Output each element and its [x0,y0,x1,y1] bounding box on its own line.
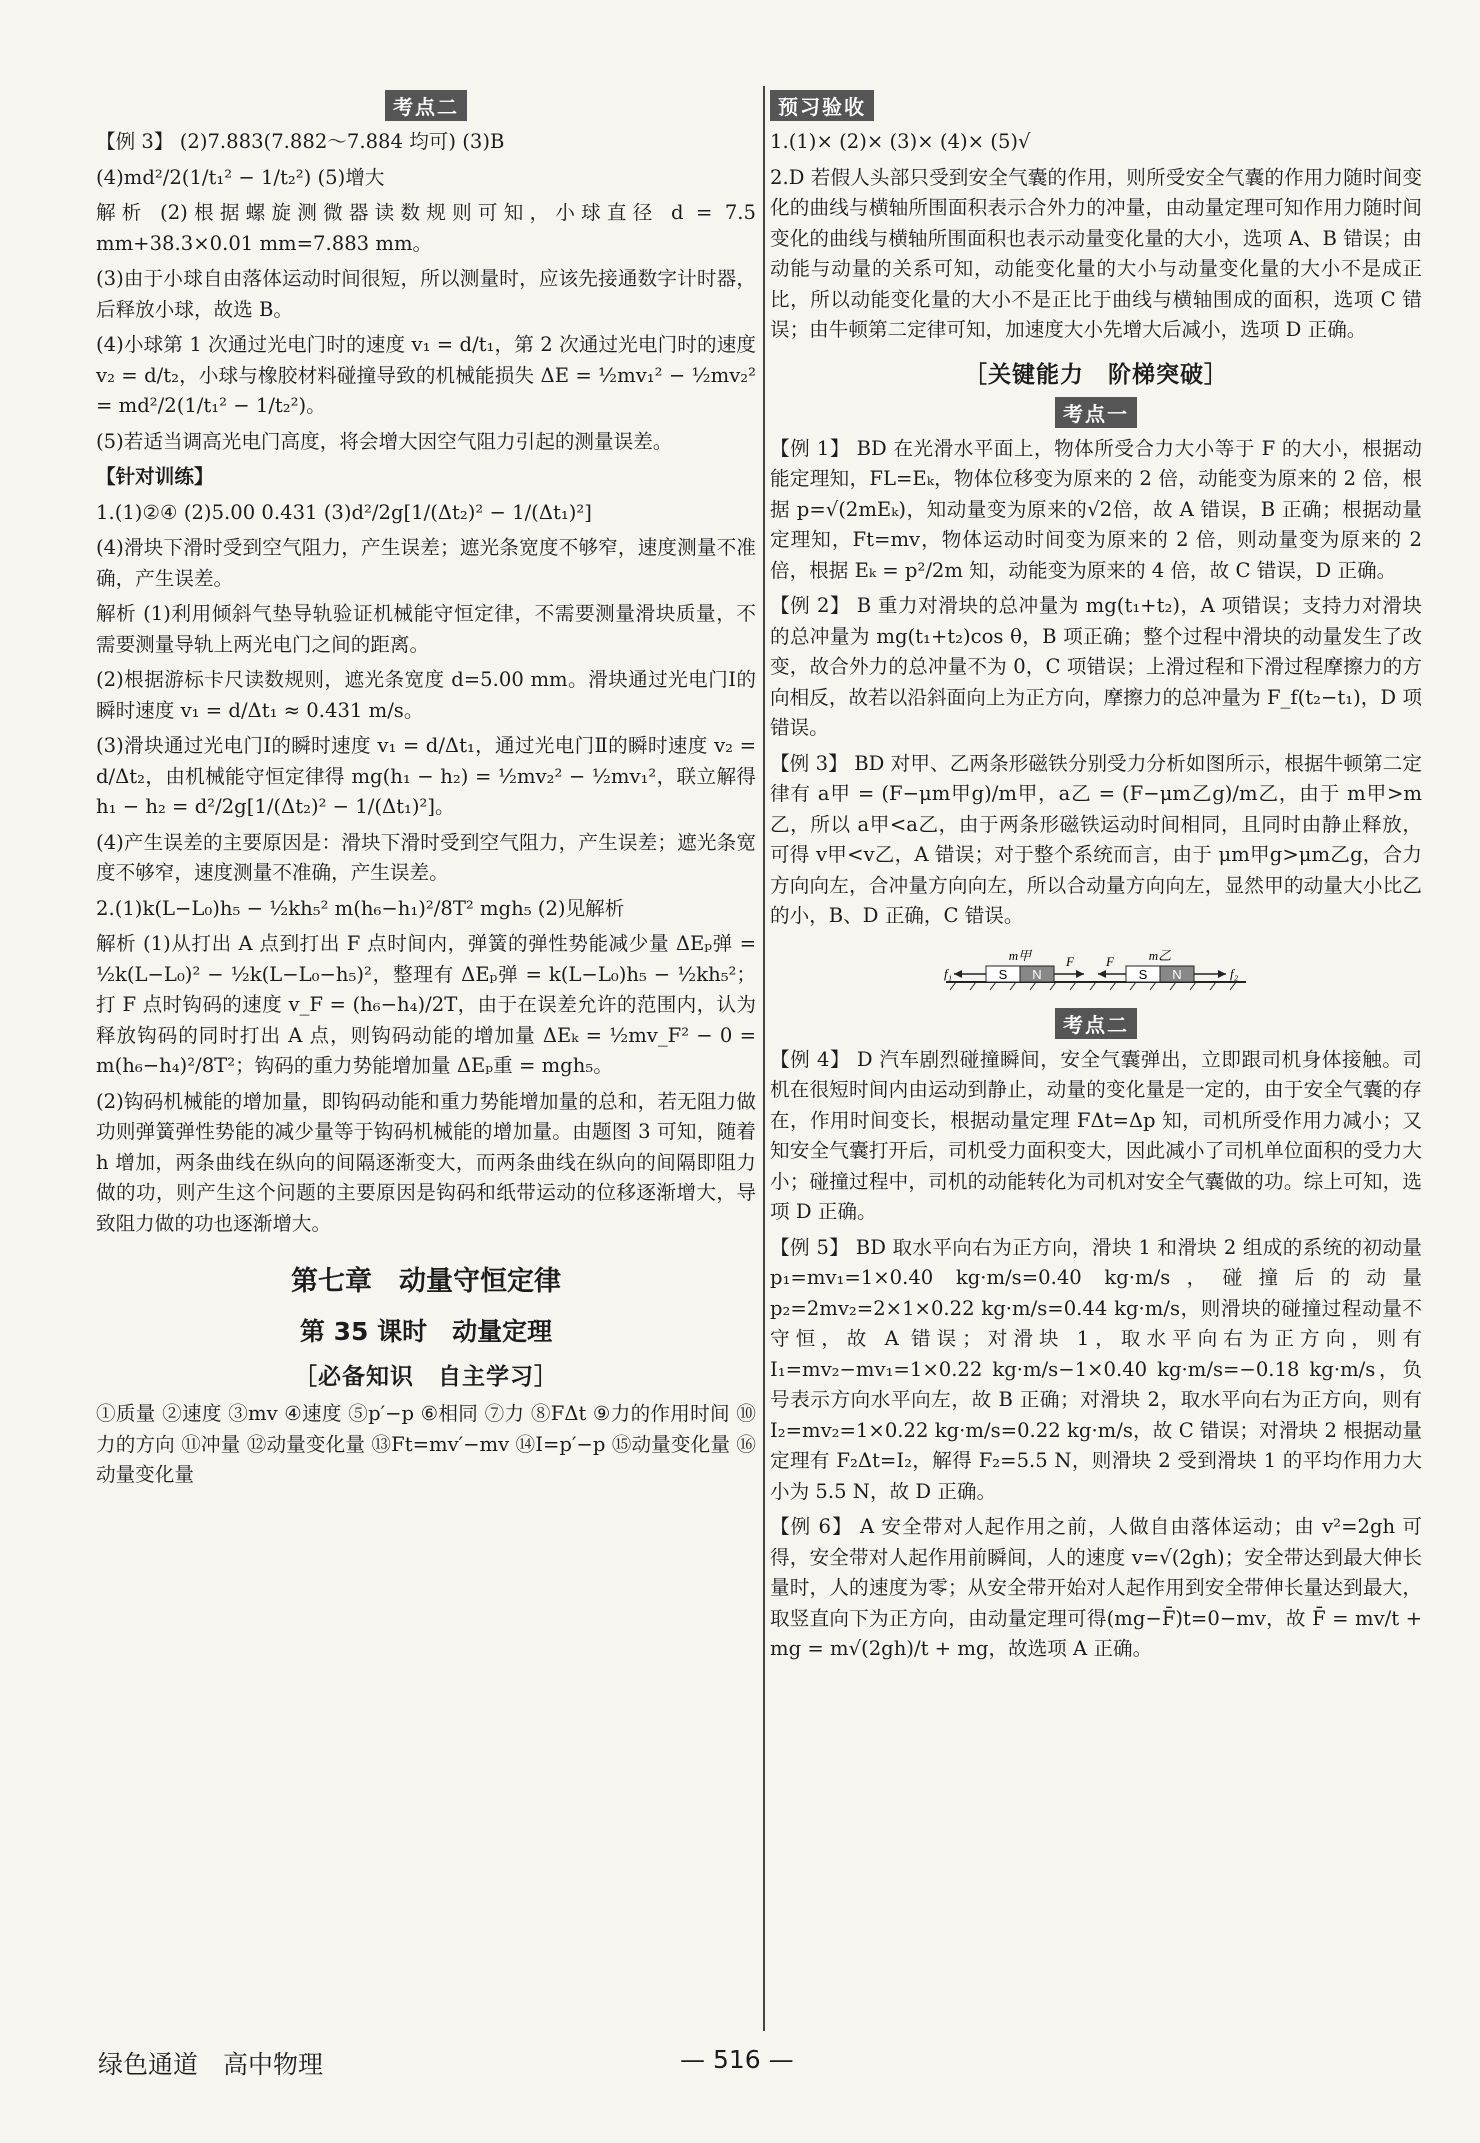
section-title: ［关键能力 阶梯突破］ [964,361,1228,388]
section-tag: 考点二 [385,90,467,121]
drill-answer: (4)滑块下滑时受到空气阻力，产生误差；遮光条宽度不够窄，速度测量不准确，产生误差。 [96,536,756,590]
preview-tag: 预习验收 [770,90,874,121]
magnet1-n-label: N [1032,966,1042,982]
mass2-label: m乙 [1148,947,1172,963]
f1-arrowhead [954,970,962,978]
drill-title: 【针对训练】 [96,465,214,488]
analysis-paragraph: 解析 (1)利用倾斜气垫导轨验证机械能守恒定律，不需要测量滑块质量，不需要测量导轨上两光电门之间的距离。 [96,602,756,656]
section-tag: 考点一 [1055,397,1137,428]
mass1-label: m甲 [1008,947,1032,963]
f2-label: f₂ [1230,965,1239,981]
drill-answer: 1.(1)②④ (2)5.00 0.431 (3)d²/2g[1/(Δt₂)² − 1/(Δt₁)²] [96,500,592,524]
magnet1-s-label: S [998,966,1008,982]
analysis-paragraph: (2)根据游标卡尺读数规则，遮光条宽度 d=5.00 mm。滑块通过光电门Ⅰ的瞬时速度 v₁ = d/Δt₁ ≈ 0.431 m/s。 [96,668,756,722]
preview-answer: 2.D 若假人头部只受到安全气囊的作用，则所受安全气囊的作用力随时间变化的曲线与横轴所围面积表示合外力的冲量，由动量定理可知作用力随时间变化的曲线与横轴所围面积也表示动量变化量的大小，选项 A、B 错误；由动能与动量的关系可知，动能变化量的大小与动量变化量的大小不是成正比，所以动能变化量的大小不是正比于曲线与横轴围成的面积，选项 C 错误；由牛顿第二定律可知，加速度大小先增大后减小，选项 D 正确。 [770,165,1422,341]
magnet2-s-label: S [1138,966,1148,982]
chapter-title: 第七章 动量守恒定律 [291,1266,561,1297]
analysis-paragraph: (2)钩码机械能的增加量，即钩码动能和重力势能增加量的总和，若无阻力做功则弹簧弹性势能的减少量等于钩码机械能的增加量。由题图 3 可知，随着 h 增加，两条曲线在纵向的间隔逐渐变大，而两条曲线在纵向的间隔即阻力做的功，则产生这个问题的主要原因是钩码和纸带运动的位移逐渐增大，导致阻力做的功也逐渐增大。 [96,1089,756,1235]
analysis-paragraph: (5)若适当调高光电门高度，将会增大因空气阻力引起的测量误差。 [96,429,673,453]
f2-arrowhead [1218,970,1226,978]
example-answer: (4)md²/2(1/t₁² − 1/t₂²) (5)增大 [96,165,385,189]
drill-answer: 2.(1)k(L−L₀)h₅ − ½kh₅² m(h₆−h₁)²/8T² mgh₅ (2)见解析 [96,896,625,920]
example-answer: 【例 3】 (2)7.883(7.882～7.884 均可) (3)B [96,130,505,153]
right-column [770,84,1422,1670]
F-left-label: F [1106,953,1114,969]
left-column [96,84,756,1496]
book-title: 绿色通道 高中物理 [98,2050,324,2079]
example-paragraph: 【例 5】 BD 取水平向右为正方向，滑块 1 和滑块 2 组成的系统的初动量 p₁=mv₁=1×0.40 kg·m/s=0.40 kg·m/s，碰撞后的动量 p₂=2mv₂=2×1×0.22 kg·m/s=0.44 kg·m/s，则滑块的碰撞过程动量不守恒，故 A 错误；对滑块 1，取水平向右为正方向，则有 I₁=mv₂−mv₁=1×0.22 kg·m/s−1×0.40 kg·m/s=−0.18 kg·m/s，负号表示方向水平向左，故 B 正确；对滑块 2，取水平向右为正方向，则有 I₂=mv₂=1×0.22 kg·m/s=0.22 kg·m/s，故 C 错误；对滑块 2 根据动量定理有 F₂Δt=I₂，解得 F₂=5.5 N，则滑块 2 受到滑块 1 的平均作用力大小为 5.5 N，故 D 正确。 [770,1235,1422,1503]
column-divider [763,86,765,2031]
ground-hatching [950,982,1236,990]
analysis-paragraph: 解析 (2)根据螺旋测微器读数规则可知，小球直径 d = 7.5 mm+38.3×0.01 mm=7.883 mm。 [96,201,756,255]
F-left-arrowhead [1098,970,1106,978]
example-paragraph: 【例 4】 D 汽车剧烈碰撞瞬间，安全气囊弹出，立即跟司机身体接触。司机在很短时间内由运动到静止，动量的变化量是一定的，由于安全气囊的存在，作用时间变长，根据动量定理 FΔt=Δp 知，司机所受作用力减小；又知安全气囊打开后，司机受力面积变大，因此减小了司机单位面积的受力大小；碰撞过程中，司机的动能转化为司机对安全气囊做的功。综上可知，选项 D 正确。 [770,1047,1422,1223]
page-number: — 516 — [680,2045,794,2074]
example-paragraph: 【例 6】 A 安全带对人起作用之前，人做自由落体运动；由 v²=2gh 可得，安全带对人起作用前瞬间，人的速度 v=√(2gh)；安全带达到最大伸长量时，人的速度为零；从安全带开始对人起作用到安全带伸长量达到最大，取竖直向下为正方向，由动量定理可得(mg−F̄)t=0−mv，故 F̄ = mv/t + mg = m√(2gh)/t + mg，故选项 A 正确。 [770,1515,1422,1660]
magnet2-n-label: N [1172,966,1182,982]
fill-blank-answers: ①质量 ②速度 ③mv ④速度 ⑤p′−p ⑥相同 ⑦力 ⑧FΔt ⑨力的作用时间 ⑩力的方向 ⑪冲量 ⑫动量变化量 ⑬Ft=mv′−mv ⑭I=p′−p ⑮动量变化量 ⑯动量变化量 [96,1402,756,1486]
magnet-force-diagram [926,942,1266,998]
f1-label: f₁ [944,965,953,981]
example-paragraph: 【例 1】 BD 在光滑水平面上，物体所受合力大小等于 F 的大小，根据动能定理知，FL=Eₖ，物体位移变为原来的 2 倍，动能变为原来的 2 倍，根据 p=√(2mEₖ)，知动量变为原来的√2倍，故 A 错误，B 正确；根据动量定理知，Ft=mv，物体运动时间变为原来的 2 倍，则动量变为原来的 2 倍，根据 Eₖ = p²/2m 知，动能变为原来的 4 倍，故 C 错误，D 正确。 [770,436,1422,582]
analysis-paragraph: 解析 (1)从打出 A 点到打出 F 点时间内，弹簧的弹性势能减少量 ΔEₚ弹 = ½k(L−L₀)² − ½k(L−L₀−h₅)²，整理有 ΔEₚ弹 = k(L−L₀)h₅ − ½kh₅²；打 F 点时钩码的速度 v_F = (h₆−h₄)/2T，由于在误差允许的范围内，认为释放钩码的同时打出 A 点，则钩码动能的增加量 ΔEₖ = ½mv_F² − 0 = m(h₆−h₄)²/8T²；钩码的重力势能增加量 ΔEₚ重 = mgh₅。 [96,932,756,1077]
example-paragraph: 【例 3】 BD 对甲、乙两条形磁铁分别受力分析如图所示，根据牛顿第二定律有 a甲 = (F−μm甲g)/m甲，a乙 = (F−μm乙g)/m乙，由于 m甲>m乙，所以 a甲<a乙，由于两条形磁铁运动时间相同，且同时由静止释放，可得 v甲<v乙，A 错误；对于整个系统而言，由于 μm甲g>μm乙g，合力方向向左，合冲量方向向左，所以合动量方向向左，显然甲的动量大小比乙的小，B、D 正确，C 错误。 [770,751,1422,927]
F-right-arrowhead [1076,970,1084,978]
section-tag: 考点二 [1055,1008,1137,1039]
lesson-title: 第 35 课时 动量定理 [299,1317,553,1346]
example-paragraph: 【例 2】 B 重力对滑块的总冲量为 mg(t₁+t₂)，A 项错误；支持力对滑块的总冲量为 mg(t₁+t₂)cos θ，B 项正确；整个过程中滑块的动量发生了改变，故合外力的总冲量不为 0，C 项错误；上滑过程和下滑过程摩擦力的方向相反，故若以沿斜面向上为正方向，摩擦力的总冲量为 F_f(t₂−t₁)，D 项错误。 [770,594,1422,739]
analysis-paragraph: (3)由于小球自由落体运动时间很短，所以测量时，应该先接通数字计时器，后释放小球，故选 B。 [96,267,756,321]
analysis-paragraph: (3)滑块通过光电门Ⅰ的瞬时速度 v₁ = d/Δt₁，通过光电门Ⅱ的瞬时速度 v₂ = d/Δt₂，由机械能守恒定律得 mg(h₁ − h₂) = ½mv₂² − ½mv₁²，联立解得 h₁ − h₂ = d²/2g[1/(Δt₂)² − 1/(Δt₁)²]。 [96,734,756,818]
F-right-label: F [1066,953,1074,969]
preview-answer: 1.(1)× (2)× (3)× (4)× (5)√ [770,130,1031,153]
analysis-paragraph: (4)产生误差的主要原因是：滑块下滑时受到空气阻力，产生误差；遮光条宽度不够窄，速度测量不准确，产生误差。 [96,830,756,884]
section-title: ［必备知识 自主学习］ [294,1364,558,1390]
analysis-paragraph: (4)小球第 1 次通过光电门时的速度 v₁ = d/t₁，第 2 次通过光电门时的速度 v₂ = d/t₂，小球与橡胶材料碰撞导致的机械能损失 ΔE = ½mv₁² − ½mv₂² = md²/2(1/t₁² − 1/t₂²)。 [96,333,756,417]
